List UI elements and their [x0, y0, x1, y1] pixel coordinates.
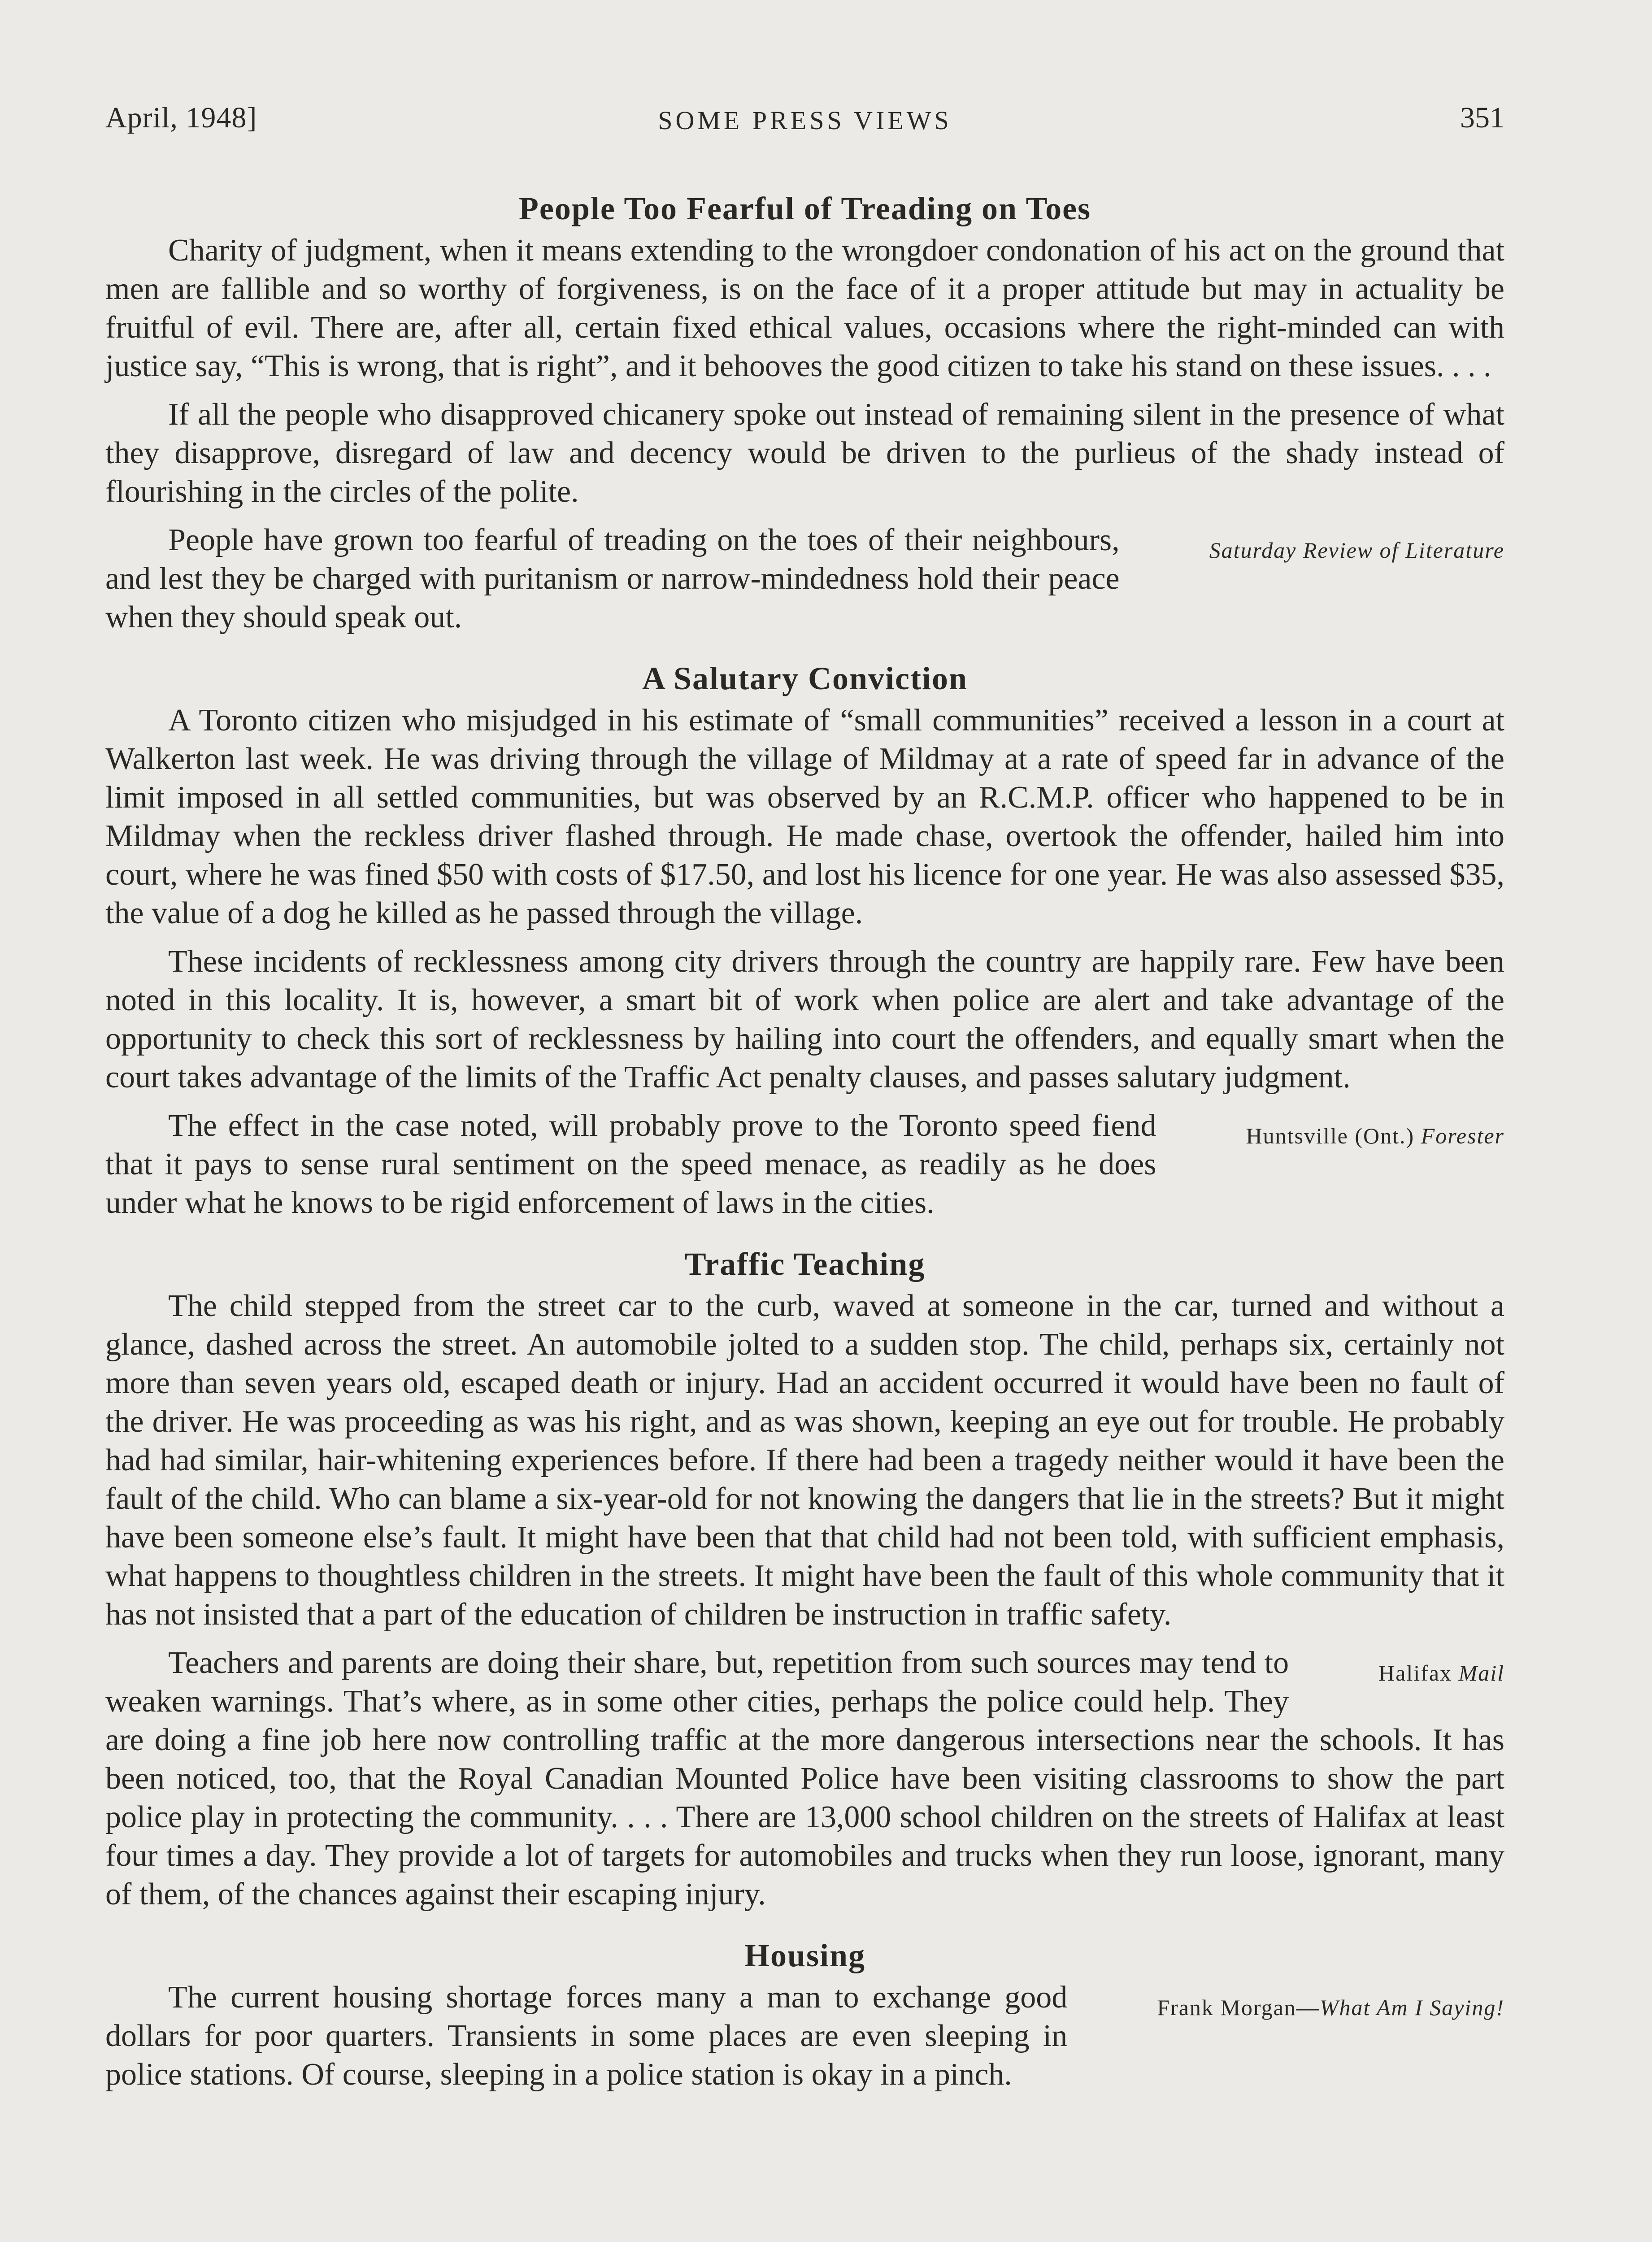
article-paragraph: The child stepped from the street car to the curb, waved at someone in the car, turned and without a glance, dashed across the street. An automobile jolted to a sudden stop. The child, perhaps six, certainly not more than seven years old, escaped death or injury. Had an accident occurred it would have been no fault of the driver. He was proceeding as was his right, and as was shown, keeping an eye out for trouble. He probably had had similar, hair-whitening experiences before. If there had been a tragedy neither would it have been the fault of the child. Who can blame a six-year-old for not knowing the dangers that lie in the streets? But it might have been someone else’s fault. It might have been that that child had not been told, with sufficient emphasis, what happens to thoughtless children in the streets. It might have been the fault of this whole community that it has not insisted that a part of the education of children be instruction in traffic safety.: [105, 1289, 1504, 1632]
article-paragraph-text: Teachers and parents are doing their share, but, repetition from such sources may tend to weaken warnings. That’s where, as in some other cities, perhaps the police could help. They are doing a fine job here now controlling traffic at the more dangerous intersections near the schools. It has been noticed, too, that the Royal Canadian Mounted Police have been visiting classrooms to show the part police play in protecting the community. . . . There are 13,000 school children on the streets of Halifax at least four times a day. They provide a lot of targets for automobiles and trucks when they run loose, ignorant, many of them, of the chances against their escaping injury.: [105, 1646, 1504, 1912]
article-paragraph: A Toronto citizen who misjudged in his estimate of “small communities” received a lesson in a court at Walkerton last week. He was driving through the village of Mildmay at a rate of speed far in advance of the limit imposed in all settled communities, but was observed by an R.C.M.P. officer who happened to be in Mildmay when the reckless driver flashed through. He made chase, overtook the offender, hailed him into court, where he was fined $50 with costs of $17.50, and lost his licence for one year. He was also assessed $35, the value of a dog he killed as he passed through the village.: [105, 703, 1504, 930]
source-plain: Huntsville (Ont.): [1246, 1123, 1421, 1148]
article-paragraph: These incidents of recklessness among city drivers through the country are happily rare. Few have been noted in this locality. It is, however, a smart bit of work when police are alert and take advantage of the opportunity to check this sort of recklessness by hailing into court the offenders, and equally smart when the court takes advantage of the limits of the Traffic Act penalty clauses, and passes salutary judgment.: [105, 944, 1504, 1095]
article-column: [105, 188, 1504, 2116]
article-source: [1147, 531, 1504, 569]
article-paragraph-text: People have grown too fearful of treading on the toes of their neighbours, and lest they be charged with puritanism or narrow-mindedness hold their peace when they should speak out.: [105, 523, 1120, 634]
article-paragraph: If all the people who disapproved chicanery spoke out instead of remaining silent in the presence of what they disapprove, disregard of law and decency would be driven to the purlieus of the shady instead of flourishing in the circles of the polite.: [105, 397, 1504, 509]
article-title: Housing: [744, 1938, 866, 1973]
article-people-too-fearful: [105, 188, 1504, 649]
article-paragraph-text: The effect in the case noted, will probably prove to the Toronto speed fiend that it pays to sense rural sentiment on the speed menace, as readily as he does under what he knows to be rigid enforcement of laws in the cities.: [105, 1108, 1156, 1220]
article-source: [1183, 1117, 1504, 1155]
article-source: [1094, 1988, 1504, 2027]
page-number: 351: [1460, 101, 1504, 134]
article-salutary-conviction: [105, 658, 1504, 1235]
source-publication: What Am I Saying!: [1319, 1995, 1504, 2020]
article-paragraph-with-source: [105, 1644, 1504, 1914]
running-header: [105, 101, 1504, 146]
article-source: [1316, 1654, 1504, 1692]
article-paragraph-with-source: [105, 1978, 1504, 2094]
article-paragraph-with-source: [105, 521, 1504, 637]
source-plain: Halifax: [1378, 1660, 1459, 1686]
article-housing: [105, 1935, 1504, 2107]
source-publication: Saturday Review of Literature: [1209, 538, 1504, 563]
source-plain: Frank Morgan—: [1157, 1995, 1320, 2020]
source-publication: Mail: [1458, 1660, 1504, 1686]
article-paragraph-text: The current housing shortage forces many a man to exchange good dollars for poor quarters. Transients in some places are even sleeping in police stations. Of course, sleeping in a police station is okay in a pinch.: [105, 1980, 1068, 2092]
article-traffic-teaching: [105, 1244, 1504, 1926]
article-title: Traffic Teaching: [684, 1246, 926, 1282]
article-paragraph: Charity of judgment, when it means extending to the wrongdoer condonation of his act on the ground that men are fallible and so worthy of forgiveness, is on the face of it a proper attitude but may in actuality be fruitful of evil. There are, after all, certain fixed ethical values, occasions where the right-minded can with justice say, “This is wrong, that is right”, and it behooves the good citizen to take his stand on these issues. . . .: [105, 233, 1504, 383]
header-title: SOME PRESS VIEWS: [658, 106, 952, 135]
article-paragraph-with-source: [105, 1107, 1504, 1222]
header-date: April, 1948]: [105, 101, 257, 134]
source-publication: Forester: [1421, 1123, 1504, 1148]
article-title: A Salutary Conviction: [642, 660, 968, 696]
article-title: People Too Fearful of Treading on Toes: [518, 191, 1091, 226]
